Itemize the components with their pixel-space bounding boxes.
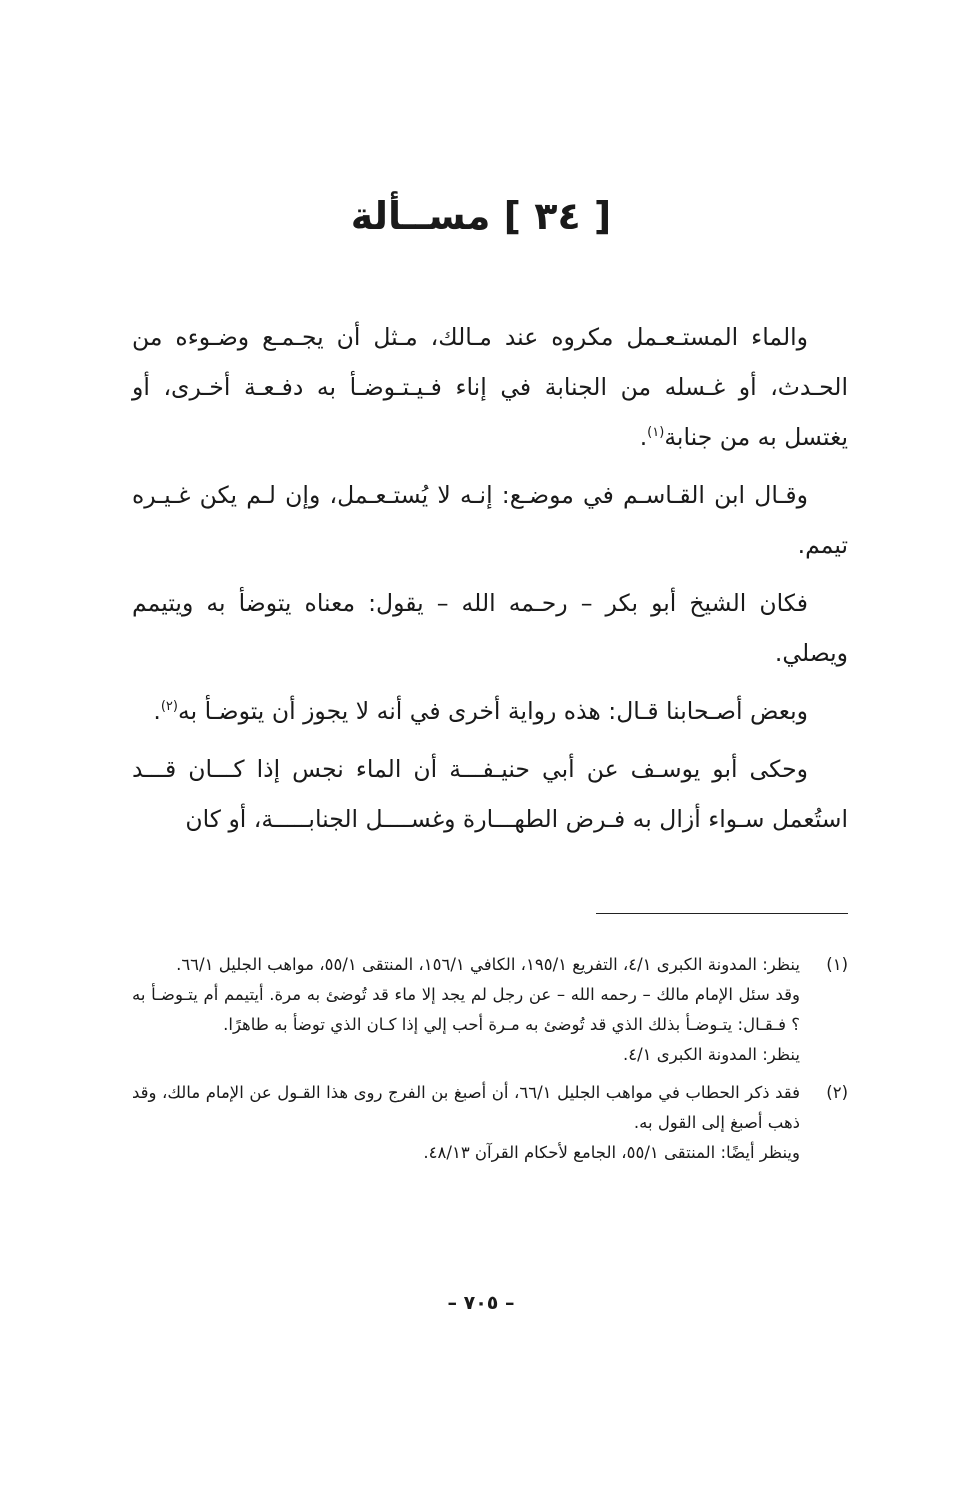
paragraph: وحكى أبو يوسـف عن أبي حنيـفـــة أن الماء نجس إذا كـــان قـــد استُعمل سـواء أزال به فـرض الطهـــارة وغســــل الجنابـــــة، أو كان [132, 755, 848, 833]
paragraph: وبعض أصـحابنا قـال: هذه رواية أخرى في أنه لا يجوز أن يتوضـأ به$^{(٢)}$. [153, 697, 808, 725]
footnote-line: فقد ذكر الحطاب في مواهب الجليل ٦٦/١، أن أصبغ بن الفرج روى هذا القـول عن الإمام مالك، وقد ذهب أصبغ إلى القول به. [132, 1083, 800, 1132]
footnote-line: وينظر أيضًا: المنتقى ٥٥/١، الجامع لأحكام القرآن ٤٨/١٣. [423, 1143, 800, 1162]
footnote-number: (١) [826, 955, 848, 974]
footnote-body [132, 950, 800, 1070]
footnote-body [132, 1078, 800, 1168]
footnote-number: (٢) [826, 1083, 848, 1102]
footnote-line: وقد سئل الإمام مالك – رحمه الله – عن رجل لم يجد إلا ماء قد تُوضئ به مرة. أيتيمم أم يتـوضـأ به ؟ فـقـال: يتـوضـأ بذلك الذي قد تُوضئ به مـرة أحب إلي إذا كـان الذي توضأ به طاهرًا. [132, 985, 800, 1034]
footnote-line: ينظر: المدونة الكبرى ٤/١، التفريع ١٩٥/١، الكافي ١٥٦/١، المنتقى ٥٥/١، مواهب الجليل ٦٦/١. [176, 955, 800, 974]
footnote-divider [596, 913, 848, 914]
footnote [132, 950, 848, 1070]
footnote [132, 1078, 848, 1168]
paragraph: وقـال ابن القـاسـم في موضـع: إنـه لا يُستـعـمل، وإن لـم يكن غـيـره تيمم. [132, 481, 848, 559]
footnote-line: ينظر: المدونة الكبرى ٤/١. [623, 1045, 800, 1064]
main-text [132, 312, 848, 852]
paragraph: فكان الشيخ أبو بكر – رحـمه الله – يقول: معناه يتوضأ به ويتيمم ويصلي. [132, 589, 848, 667]
footnote-ref[interactable]: (٢) [160, 699, 178, 715]
footnotes [132, 950, 848, 1176]
page-number: – ٧٠٥ – [447, 1292, 515, 1314]
footnote-ref[interactable]: (١) [647, 425, 665, 441]
section-title: [ ٣٤ ] مســألة [350, 194, 612, 238]
paragraph: والماء المستـعـمل مكروه عند مـالك، مـثل أن يجـمـع وضـوءه من الحـدث، أو غـسله من الجنابة في إناء فـيـتـوضـأ به دفـعـة أخـرى، أو يغتسل به من جنابة$^{(١)}$. [132, 323, 848, 451]
